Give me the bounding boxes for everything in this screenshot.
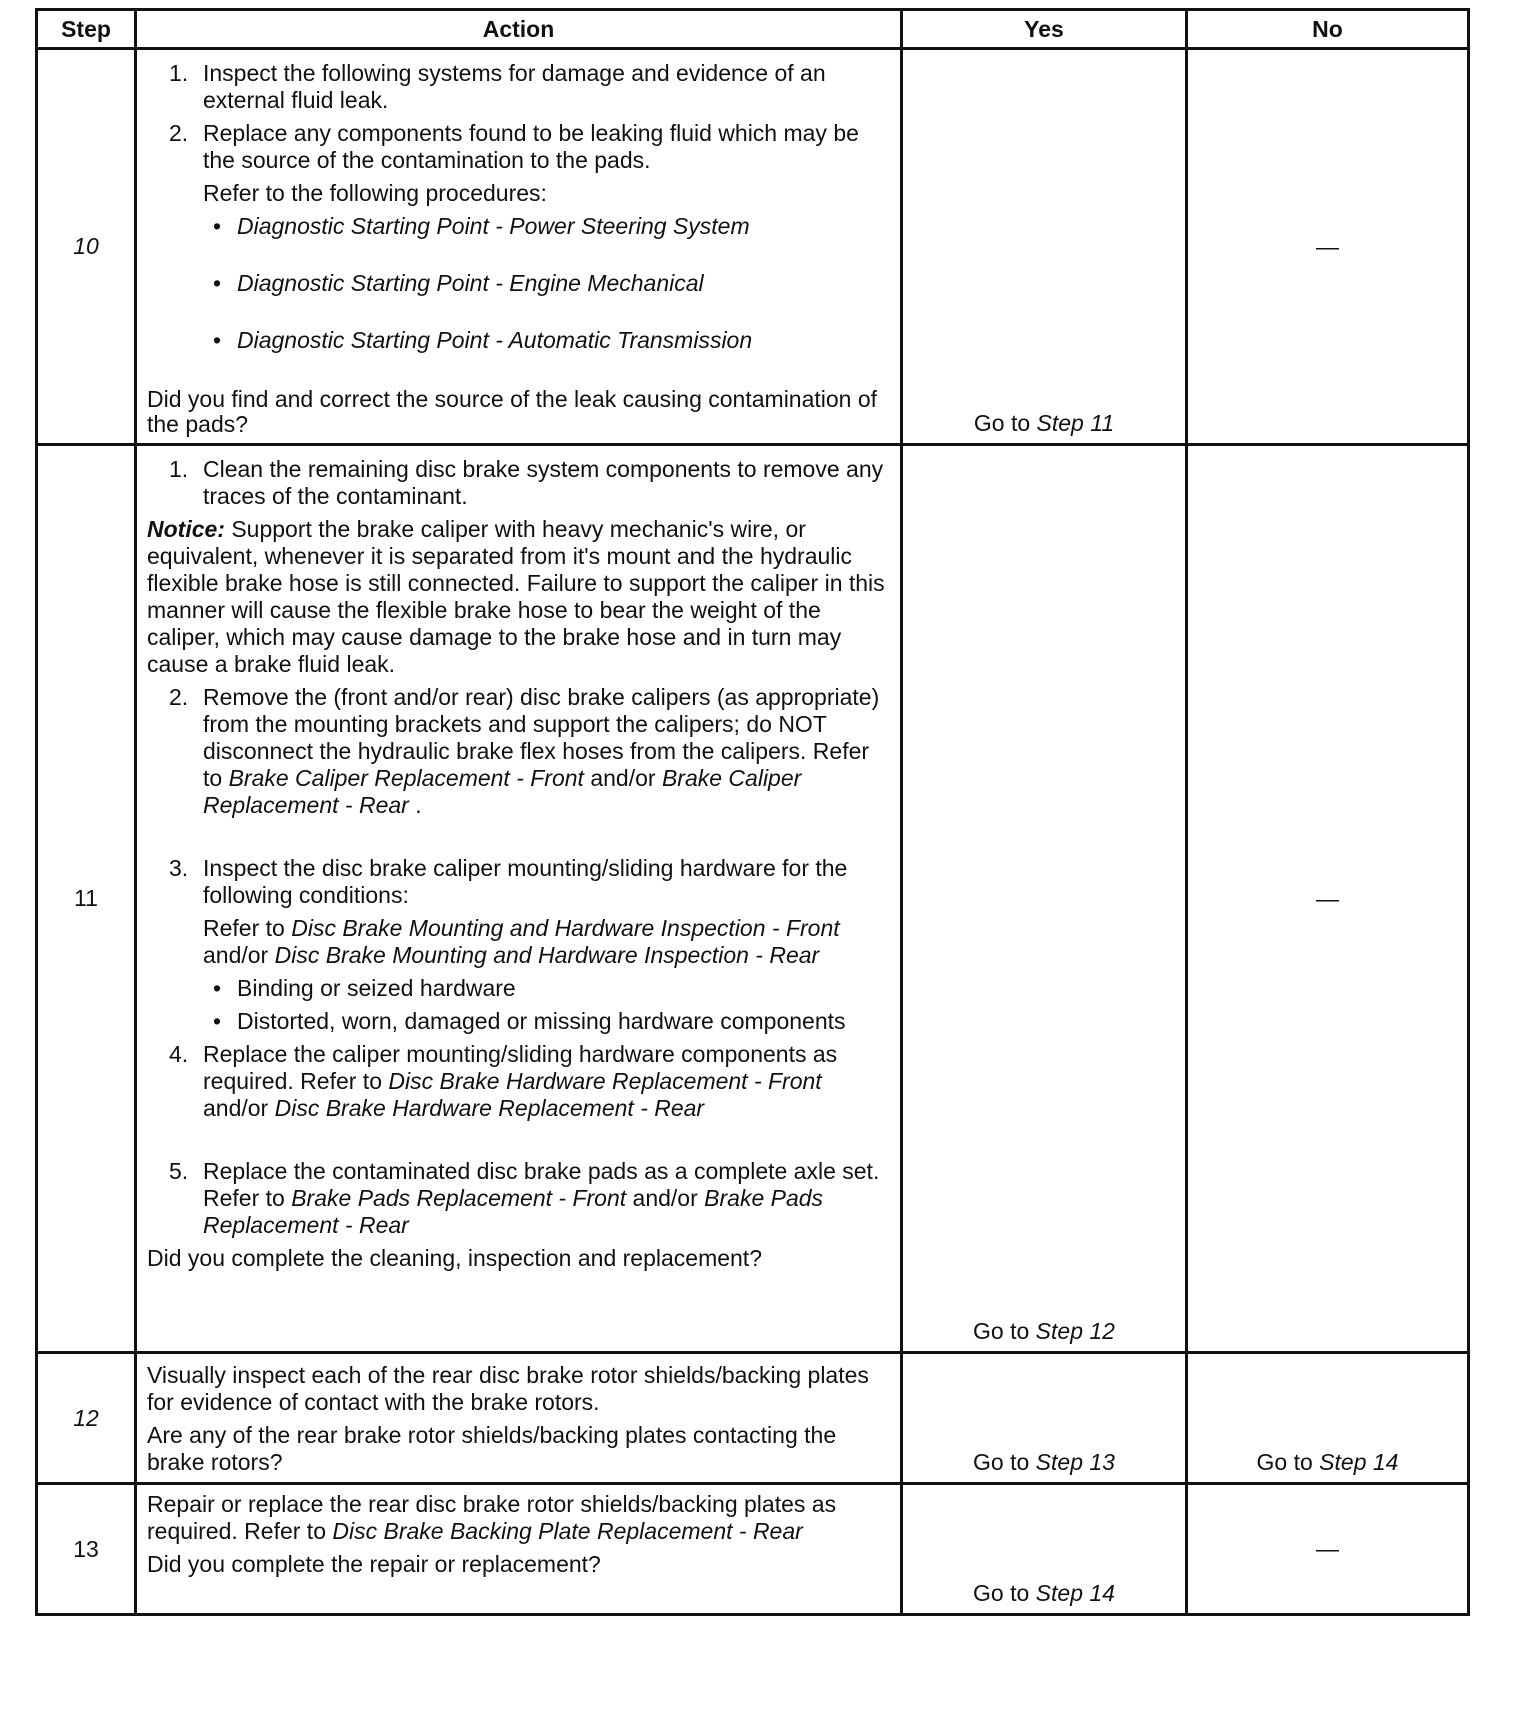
goto-step-link[interactable]: Step 13: [1035, 1449, 1115, 1475]
goto-label: Go to: [973, 1449, 1030, 1475]
action-item: Replace any components found to be leaking fluid which may be the source of the contamination to the pads.: [203, 120, 859, 173]
procedure-link[interactable]: Disc Brake Mounting and Hardware Inspection - Rear: [274, 942, 820, 968]
step-number: 13: [37, 1484, 136, 1615]
action-item: Inspect the following systems for damage and evidence of an external fluid leak.: [203, 60, 826, 113]
header-row: [37, 10, 1469, 49]
action-item: Replace the caliper mounting/sliding hardware components as required. Refer to: [203, 1041, 838, 1094]
table-row: [37, 49, 1469, 445]
step-number: 11: [37, 445, 136, 1353]
action-item: Clean the remaining disc brake system components to remove any traces of the contaminant.: [203, 456, 884, 509]
header-no: No: [1187, 10, 1469, 49]
action-cell: [136, 1484, 902, 1615]
goto-label: Go to: [973, 1318, 1030, 1344]
no-dash: —: [1316, 233, 1339, 259]
refer-text: Refer to: [203, 915, 285, 941]
question-text: Did you find and correct the source of the leak causing contamination of the pads?: [147, 386, 878, 437]
step-number: 12: [37, 1353, 136, 1484]
procedure-link[interactable]: Brake Caliper Replacement - Rear: [203, 765, 802, 818]
goto-label: Go to: [973, 410, 1031, 436]
procedure-link[interactable]: Diagnostic Starting Point - Automatic Transmission: [237, 327, 753, 353]
question-text: Are any of the rear brake rotor shields/backing plates contacting the brake rotors?: [147, 1422, 837, 1475]
and-or: and/or: [632, 1185, 698, 1211]
no-cell: [1187, 1353, 1469, 1484]
goto-step-link[interactable]: Step 14: [1035, 1580, 1115, 1606]
question-text: Did you complete the repair or replacement?: [147, 1551, 601, 1577]
procedure-link[interactable]: Diagnostic Starting Point - Power Steering System: [237, 213, 750, 239]
procedure-link[interactable]: Brake Pads Replacement - Front: [291, 1185, 627, 1211]
notice-label: Notice:: [147, 516, 225, 542]
step-number: 10: [37, 49, 136, 445]
table-row: [37, 1353, 1469, 1484]
header-step: Step: [37, 10, 136, 49]
action-item: Replace the contaminated disc brake pads as a complete axle set. Refer to: [203, 1158, 880, 1211]
no-cell: [1187, 1484, 1469, 1615]
and-or: and/or: [203, 1095, 269, 1121]
action-cell: 1. Clean the remaining disc brake system components to remove any traces of the contaminant. Notice: Support the brake caliper with heavy mechanic's wire, or equivalent, whenever it is separated from it's mount and the hydraulic flexible brake hose is still connected. Failure to support the caliper in this manner will cause the flexible brake hose to bear the weight of the caliper, which may cause damage to the brake hose and in turn may cause a brake fluid leak. 2. Remove the (front and/or rear) disc brake calipers (as appropriate) from the mounting brackets and support the calipers; do NOT disconnect the hydraulic brake flex hoses from the calipers. Refer to Brake Caliper Replacement - Front and/or Brake Caliper Replacement - Rear . 3. Inspect the disc brake caliper mounting/sliding hardware for the following conditions: Refer to Disc Brake Mounting and Hardware Inspection - Front and/or Disc Brake Mounting and Hardware Inspection - Rear • Binding or seized hardware • Distorted, worn, damaged or missing hardware components 4. Replace the caliper mounting/sliding hardware components as required. Refer to Disc Brake Hardware Replacement - Front and/or Disc Brake Hardware Replacement - Rear 5. Replace the contaminated disc brake pads as a complete axle set. Refer to Brake Pads Replacement - Front and/or Brake Pads Replacement - Rear Did you complete the cleaning, inspection and replacement?: [136, 445, 902, 1353]
yes-cell: [902, 49, 1187, 445]
procedure-link[interactable]: Diagnostic Starting Point - Engine Mechanical: [237, 270, 704, 296]
table-row: [37, 1484, 1469, 1615]
procedure-link[interactable]: Disc Brake Backing Plate Replacement - Rear: [332, 1518, 803, 1544]
no-cell: [1187, 49, 1469, 445]
action-item: Remove the (front and/or rear) disc brake calipers (as appropriate) from the mounting brackets and support the calipers; do NOT disconnect the hydraulic brake flex hoses from the calipers. Refer to: [203, 684, 880, 791]
notice-text: Support the brake caliper with heavy mechanic's wire, or equivalent, whenever it is separated from it's mount and the hydraulic flexible brake hose is still connected. Failure to support the caliper in this manner will cause the flexible brake hose to bear the weight of the caliper, which may cause damage to the brake hose and in turn may cause a brake fluid leak.: [147, 516, 885, 677]
procedure-link[interactable]: Disc Brake Hardware Replacement - Front: [388, 1068, 822, 1094]
yes-cell: [902, 1484, 1187, 1615]
procedure-link[interactable]: Brake Caliper Replacement - Front: [228, 765, 584, 791]
no-dash: —: [1316, 1535, 1339, 1562]
yes-cell: [902, 1353, 1187, 1484]
action-text: Visually inspect each of the rear disc brake rotor shields/backing plates for evidence of contact with the brake rotors.: [147, 1362, 869, 1415]
table-row: [37, 445, 1469, 1353]
condition-item: Distorted, worn, damaged or missing hardware components: [237, 1008, 846, 1034]
action-cell: [136, 1353, 902, 1484]
goto-step-link[interactable]: Step 11: [1036, 410, 1115, 436]
procedure-link[interactable]: Brake Pads Replacement - Rear: [203, 1185, 824, 1238]
goto-step-link[interactable]: Step 12: [1035, 1318, 1115, 1344]
header-yes: Yes: [902, 10, 1187, 49]
no-cell: [1187, 445, 1469, 1353]
procedure-link[interactable]: Disc Brake Mounting and Hardware Inspection - Front: [291, 915, 840, 941]
condition-item: Binding or seized hardware: [237, 975, 516, 1001]
goto-label: Go to: [1256, 1449, 1313, 1475]
goto-label: Go to: [973, 1580, 1030, 1606]
question-text: Did you complete the cleaning, inspection and replacement?: [147, 1245, 762, 1271]
notice-block: [147, 516, 890, 678]
action-cell: 1. Inspect the following systems for damage and evidence of an external fluid leak. 2. Replace any components found to be leaking fluid which may be the source of the contamination to the pads. Refer to the following procedures: • Diagnostic Starting Point - Power Steering System • Diagnostic Starting Point - Engine Mechanical • Diagnostic Starting Point - Automatic Transmission Did you find and correct the source of the leak causing contamination of the pads?: [136, 49, 902, 445]
yes-cell: [902, 445, 1187, 1353]
no-dash: —: [1316, 885, 1339, 911]
goto-step-link[interactable]: Step 14: [1319, 1449, 1399, 1475]
header-action: Action: [136, 10, 902, 49]
and-or: and/or: [590, 765, 656, 791]
diagnostic-table: [35, 8, 1470, 1616]
action-text: Repair or replace the rear disc brake rotor shields/backing plates as required. Refer to: [147, 1491, 837, 1544]
refer-text: Refer to the following procedures:: [203, 180, 547, 206]
procedure-link[interactable]: Disc Brake Hardware Replacement - Rear: [274, 1095, 705, 1121]
action-item: Inspect the disc brake caliper mounting/sliding hardware for the following conditions:: [203, 855, 848, 908]
and-or: and/or: [203, 942, 269, 968]
